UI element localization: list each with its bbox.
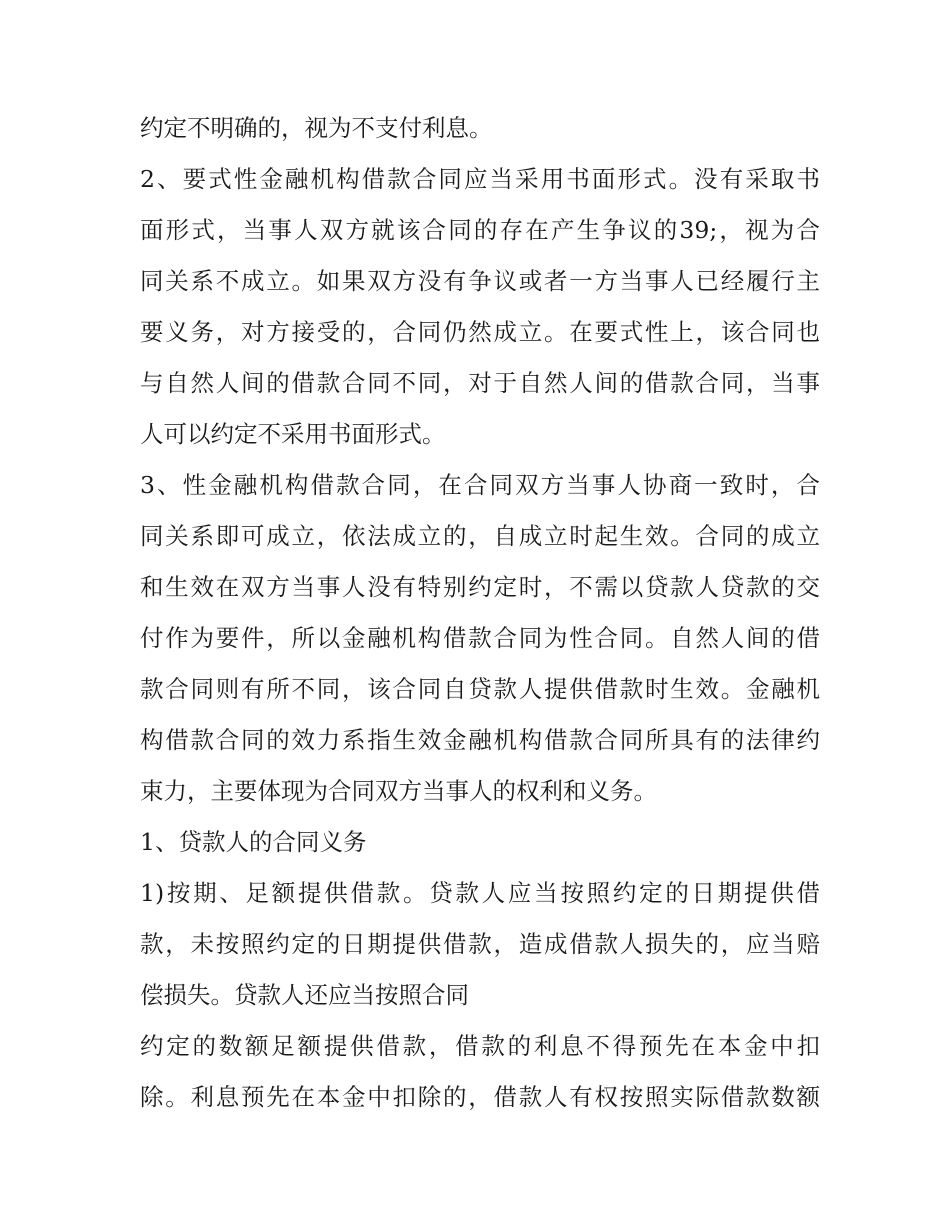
text-line-17: 款，未按照约定的日期提供借款，造成借款人损失的，应当赔 <box>140 930 820 958</box>
text-line-2: 2、要式性金融机构借款合同应当采用书面形式。没有采取书 <box>140 165 820 193</box>
text-line-5: 要义务，对方接受的，合同仍然成立。在要式性上，该合同也 <box>140 318 820 346</box>
text-line-3: 面形式，当事人双方就该合同的存在产生争议的39;，视为合 <box>140 216 820 244</box>
text-line-9: 同关系即可成立，依法成立的，自成立时起生效。合同的成立 <box>140 522 820 550</box>
text-line-11: 付作为要件，所以金融机构借款合同为性合同。自然人间的借 <box>140 624 820 652</box>
text-line-19: 约定的数额足额提供借款，借款的利息不得预先在本金中扣 <box>140 1032 820 1060</box>
text-line-14: 束力，主要体现为合同双方当事人的权利和义务。 <box>140 777 657 805</box>
text-line-20: 除。利息预先在本金中扣除的，借款人有权按照实际借款数额 <box>140 1083 820 1111</box>
text-line-16: 1)按期、足额提供借款。贷款人应当按照约定的日期提供借 <box>140 879 820 907</box>
text-line-18: 偿损失。贷款人还应当按照合同 <box>140 981 469 1009</box>
text-line-13: 构借款合同的效力系指生效金融机构借款合同所具有的法律约 <box>140 726 820 754</box>
text-line-15: 1、贷款人的合同义务 <box>140 828 367 856</box>
text-line-4: 同关系不成立。如果双方没有争议或者一方当事人已经履行主 <box>140 267 820 295</box>
text-line-6: 与自然人间的借款合同不同，对于自然人间的借款合同，当事 <box>140 369 820 397</box>
text-line-12: 款合同则有所不同，该合同自贷款人提供借款时生效。金融机 <box>140 675 820 703</box>
text-line-1: 约定不明确的，视为不支付利息。 <box>140 114 493 142</box>
body-text <box>140 103 820 1123</box>
text-line-7: 人可以约定不采用书面形式。 <box>140 420 446 448</box>
text-line-10: 和生效在双方当事人没有特别约定时，不需以贷款人贷款的交 <box>140 573 820 601</box>
text-line-8: 3、性金融机构借款合同，在合同双方当事人协商一致时，合 <box>140 471 820 499</box>
